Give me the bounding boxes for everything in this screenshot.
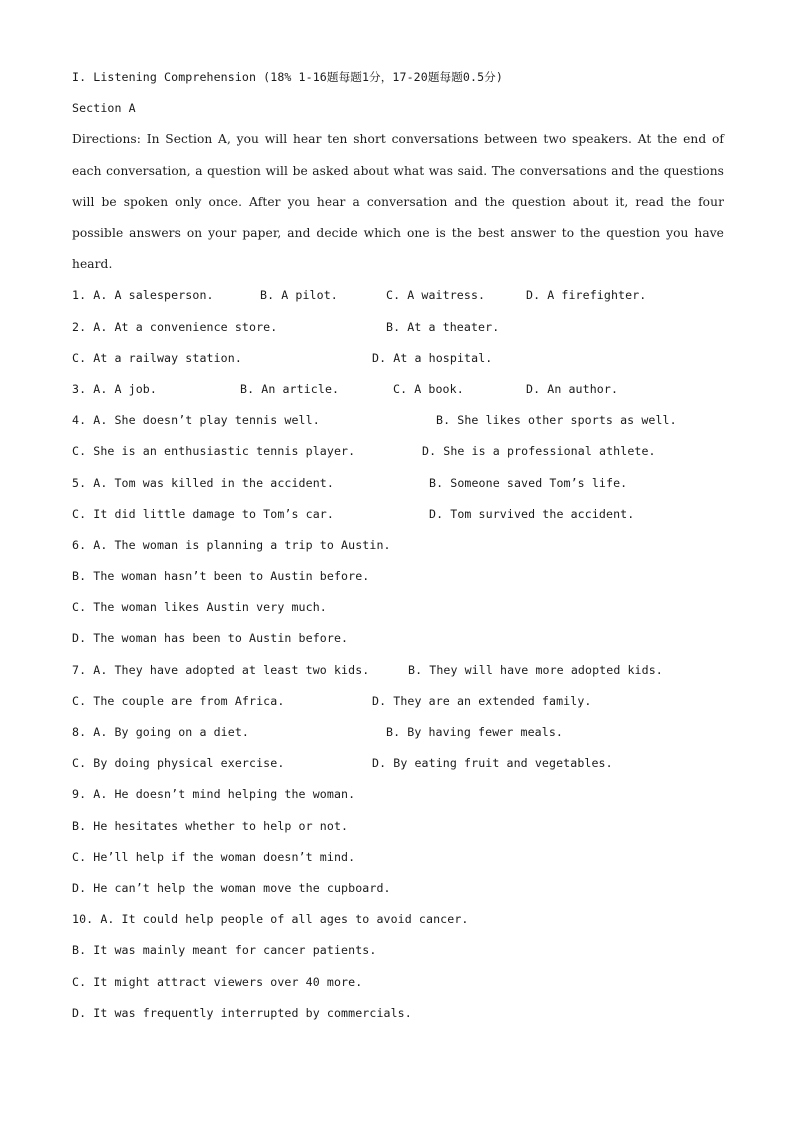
q6-option-d: D. The woman has been to Austin before. — [72, 631, 349, 646]
q9-option-b: B. He hesitates whether to help or not. — [72, 818, 349, 833]
q2-option-a: 2. A. At a convenience store. — [72, 319, 278, 334]
q6-option-c: C. The woman likes Austin very much. — [72, 600, 327, 615]
q2-option-c: C. At a railway station. — [72, 350, 242, 365]
q3-option-b: B. An article. — [240, 381, 340, 396]
question-2-row-1 — [72, 312, 732, 343]
q9-option-c: C. He’ll help if the woman doesn’t mind. — [72, 849, 356, 864]
q8-option-a: 8. A. By going on a diet. — [72, 725, 250, 740]
q1-option-a: 1. A. A salesperson. — [72, 288, 214, 303]
q4-option-c: C. She is an enthusiastic tennis player. — [72, 444, 356, 459]
question-3 — [72, 374, 732, 405]
exam-page — [72, 62, 732, 1029]
part-heading: I. Listening Comprehension (18% 1-16题每题1分，17-20题每题0.5分) — [72, 70, 503, 84]
q4-option-d: D. She is a professional athlete. — [422, 444, 656, 459]
q10-option-a: 10. A. It could help people of all ages to avoid cancer. — [72, 912, 469, 927]
q1-option-d: D. A firefighter. — [526, 288, 647, 303]
question-2-row-2 — [72, 343, 732, 374]
question-1 — [72, 280, 732, 311]
q5-option-c: C. It did little damage to Tom’s car. — [72, 506, 334, 521]
question-4-row-1 — [72, 405, 732, 436]
q8-option-b: B. By having fewer meals. — [386, 725, 564, 740]
q8-option-c: C. By doing physical exercise. — [72, 756, 285, 771]
q6-option-a: 6. A. The woman is planning a trip to Austin. — [72, 537, 391, 552]
question-7-row-1 — [72, 655, 732, 686]
q2-option-b: B. At a theater. — [386, 319, 500, 334]
q1-option-b: B. A pilot. — [260, 288, 338, 303]
q7-option-a: 7. A. They have adopted at least two kids. — [72, 662, 370, 677]
q4-option-b: B. She likes other sports as well. — [436, 413, 677, 428]
q10-option-d: D. It was frequently interrupted by commercials. — [72, 1005, 412, 1020]
directions-paragraph: Directions: In Section A, you will hear ten short conversations between two speakers. At the end of each conversation, a question will be asked about what was said. The conversations and the questions will be spoken only once. After you hear a conversation and the question about it, read the four possible answers on your paper, and decide which one is the best answer to the question you have heard. — [72, 132, 724, 272]
q3-option-d: D. An author. — [526, 381, 619, 396]
q7-option-c: C. The couple are from Africa. — [72, 693, 285, 708]
question-8-row-2 — [72, 748, 732, 779]
question-5-row-2 — [72, 499, 732, 530]
q3-option-a: 3. A. A job. — [72, 381, 157, 396]
section-heading: Section A — [72, 101, 136, 116]
q6-option-b: B. The woman hasn’t been to Austin before. — [72, 569, 370, 584]
q5-option-a: 5. A. Tom was killed in the accident. — [72, 475, 334, 490]
q4-option-a: 4. A. She doesn’t play tennis well. — [72, 413, 320, 428]
q10-option-b: B. It was mainly meant for cancer patients. — [72, 943, 377, 958]
q10-option-c: C. It might attract viewers over 40 more. — [72, 974, 363, 989]
question-5-row-1 — [72, 468, 732, 499]
q7-option-b: B. They will have more adopted kids. — [408, 662, 663, 677]
q8-option-d: D. By eating fruit and vegetables. — [372, 756, 613, 771]
question-8-row-1 — [72, 717, 732, 748]
q3-option-c: C. A book. — [393, 381, 464, 396]
q9-option-d: D. He can’t help the woman move the cupboard. — [72, 880, 391, 895]
question-4-row-2 — [72, 436, 732, 467]
question-7-row-2 — [72, 686, 732, 717]
q5-option-d: D. Tom survived the accident. — [429, 506, 635, 521]
q5-option-b: B. Someone saved Tom’s life. — [429, 475, 628, 490]
q7-option-d: D. They are an extended family. — [372, 693, 592, 708]
q9-option-a: 9. A. He doesn’t mind helping the woman. — [72, 787, 356, 802]
q2-option-d: D. At a hospital. — [372, 350, 493, 365]
q1-option-c: C. A waitress. — [386, 288, 486, 303]
